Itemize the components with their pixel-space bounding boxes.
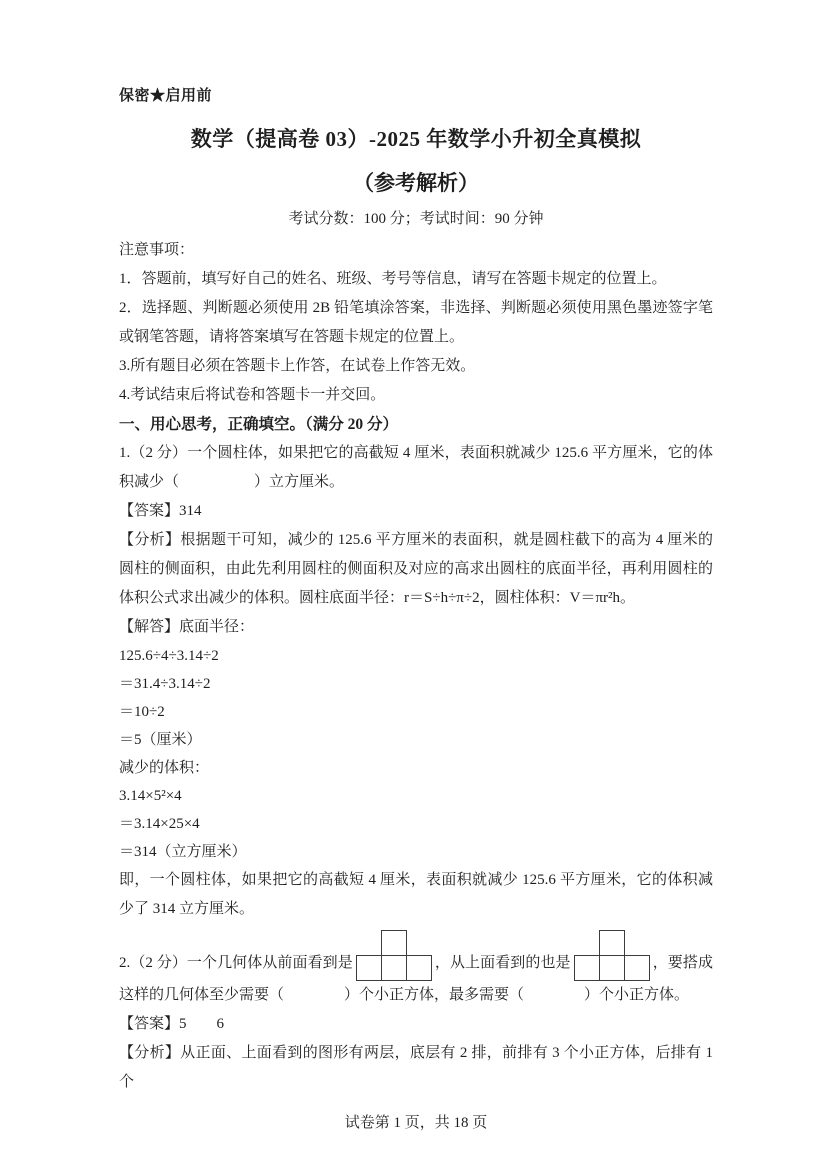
confidential-label: 保密★启用前 — [119, 88, 213, 104]
equation-line-6: 3.14×5²×4 — [119, 788, 182, 804]
question-2-analysis — [119, 1039, 713, 1097]
notes-section — [119, 236, 713, 410]
question-2-analysis-text: 从正面、上面看到的图形有两层，底层有 2 排，前排有 3 个小正方体，后排有 1 个 — [119, 1045, 713, 1090]
question-2-text-part3: ，要搭成这样的几何体至少需要（ ）个小正方体，最多需要（ ）个小正方体。 — [119, 955, 713, 1003]
question-2-text-part1: 2.（2 分）一个几何体从前面看到是 — [119, 955, 353, 971]
note-item-1: 1．答题前，填写好自己的姓名、班级、考号等信息，请写在答题卡规定的位置上。 — [119, 271, 667, 287]
question-2 — [119, 930, 713, 1097]
front-view-shape-diagram — [356, 930, 432, 981]
shape-cell — [406, 955, 432, 981]
exam-title: 数学（提高卷 03）-2025 年数学小升初全真模拟 — [190, 127, 642, 151]
answer-label: 【答案】 — [119, 503, 180, 519]
question-2-text-part2: ，从上面看到的也是 — [434, 955, 571, 971]
equation-line-1: 125.6÷4÷3.14÷2 — [119, 648, 219, 664]
equation-line-3: ＝10÷2 — [119, 704, 165, 720]
shape-cell — [381, 930, 407, 956]
question-1-answer-value: 314 — [179, 503, 202, 519]
shape-cell — [599, 930, 625, 956]
exam-subtitle: （参考解析） — [353, 171, 479, 195]
answer-label: 【答案】 — [119, 1016, 180, 1032]
shape-cell — [599, 955, 625, 981]
equation-line-5: 减少的体积： — [119, 760, 210, 776]
analysis-label: 【分析】 — [119, 1045, 181, 1061]
equation-line-8: ＝314（立方厘米） — [119, 844, 247, 860]
note-item-4: 4.考试结束后将试卷和答题卡一并交回。 — [119, 387, 386, 403]
shape-cell — [574, 955, 600, 981]
question-1-conclusion: 即，一个圆柱体，如果把它的高截短 4 厘米，表面积就减少 125.6 平方厘米，它的体积减少了 314 立方厘米。 — [119, 872, 713, 917]
question-1-solution-intro — [119, 613, 713, 642]
question-1 — [119, 439, 713, 924]
question-1-analysis-text: 根据题干可知，减少的 125.6 平方厘米的表面积，就是圆柱截下的高为 4 厘米的圆柱的侧面积，由此先利用圆柱的侧面积及对应的高求出圆柱的底面半径，再利用圆柱的体积公式求出减少的体积。圆柱底面半径：r＝S÷h÷π÷2，圆柱体积：V＝πr²h。 — [119, 532, 713, 606]
page-footer: 试卷第 1 页，共 18 页 — [344, 1115, 488, 1131]
question-2-text — [119, 930, 713, 1010]
shape-cell — [356, 955, 382, 981]
shape-cell — [381, 955, 407, 981]
question-1-analysis — [119, 526, 713, 613]
equation-line-4: ＝5（厘米） — [119, 732, 202, 748]
page-content — [119, 86, 713, 1135]
exam-score-time-info: 考试分数：100 分；考试时间：90 分钟 — [288, 211, 544, 227]
equation-line-7: ＝3.14×25×4 — [119, 816, 200, 832]
question-1-text: 1.（2 分）一个圆柱体，如果把它的高截短 4 厘米，表面积就减少 125.6 平方厘米，它的体积减少（ ）立方厘米。 — [119, 445, 713, 490]
analysis-label: 【分析】 — [119, 532, 181, 548]
equation-line-2: ＝31.4÷3.14÷2 — [119, 676, 211, 692]
note-item-2: 2．选择题、判断题必须使用 2B 铅笔填涂答案，非选择、判断题必须使用黑色墨迹签字笔或钢笔答题，请将答案填写在答题卡规定的位置上。 — [119, 300, 713, 345]
question-2-answer-line — [119, 1010, 713, 1039]
shape-cell — [624, 955, 650, 981]
solution-label: 【解答】 — [119, 619, 180, 635]
question-1-solution-intro-text: 底面半径： — [179, 619, 255, 635]
question-1-answer-line — [119, 497, 713, 526]
section-1-heading: 一、用心思考，正确填空。（满分 20 分） — [119, 416, 399, 433]
notes-heading: 注意事项： — [119, 242, 195, 258]
note-item-3: 3.所有题目必须在答题卡上作答，在试卷上作答无效。 — [119, 358, 476, 374]
top-view-shape-diagram — [574, 930, 650, 981]
question-2-answer-value: 5 6 — [179, 1016, 225, 1032]
